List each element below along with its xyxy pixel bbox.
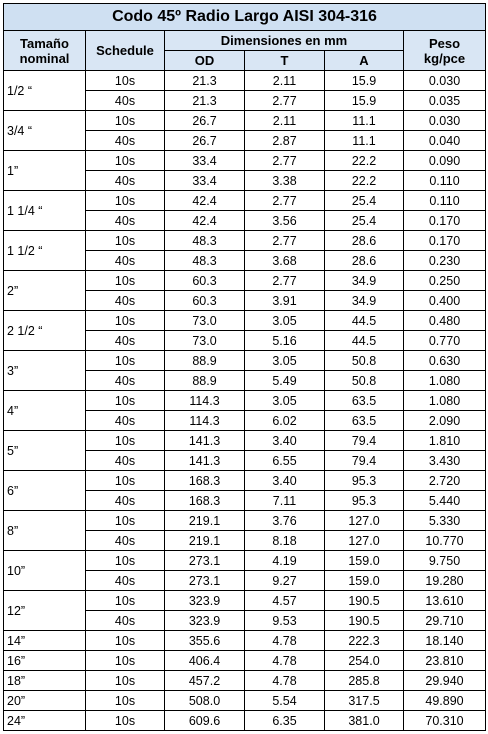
t-cell: 2.77	[245, 271, 325, 291]
nominal-size-cell: 5”	[4, 431, 86, 471]
schedule-cell: 10s	[86, 471, 165, 491]
od-cell: 48.3	[165, 251, 245, 271]
nominal-size-cell: 3”	[4, 351, 86, 391]
t-cell: 8.18	[245, 531, 325, 551]
od-cell: 457.2	[165, 671, 245, 691]
t-cell: 5.49	[245, 371, 325, 391]
a-cell: 127.0	[325, 531, 404, 551]
header-t: T	[245, 51, 325, 71]
a-cell: 159.0	[325, 551, 404, 571]
a-cell: 95.3	[325, 471, 404, 491]
a-cell: 381.0	[325, 711, 404, 731]
a-cell: 79.4	[325, 431, 404, 451]
t-cell: 4.19	[245, 551, 325, 571]
a-cell: 15.9	[325, 91, 404, 111]
table-row	[4, 691, 486, 711]
weight-cell: 0.170	[404, 211, 486, 231]
schedule-cell: 40s	[86, 411, 165, 431]
a-cell: 28.6	[325, 231, 404, 251]
t-cell: 2.77	[245, 191, 325, 211]
weight-cell: 23.810	[404, 651, 486, 671]
schedule-cell: 10s	[86, 351, 165, 371]
t-cell: 3.05	[245, 391, 325, 411]
schedule-cell: 40s	[86, 291, 165, 311]
t-cell: 6.35	[245, 711, 325, 731]
weight-cell: 0.480	[404, 311, 486, 331]
a-cell: 254.0	[325, 651, 404, 671]
a-cell: 285.8	[325, 671, 404, 691]
weight-cell: 9.750	[404, 551, 486, 571]
a-cell: 11.1	[325, 131, 404, 151]
t-cell: 3.05	[245, 311, 325, 331]
header-a: A	[325, 51, 404, 71]
table-row	[4, 151, 486, 171]
weight-cell: 0.040	[404, 131, 486, 151]
nominal-size-cell: 14”	[4, 631, 86, 651]
a-cell: 79.4	[325, 451, 404, 471]
schedule-cell: 40s	[86, 171, 165, 191]
nominal-size-cell: 2 1/2 “	[4, 311, 86, 351]
weight-cell: 70.310	[404, 711, 486, 731]
schedule-cell: 10s	[86, 151, 165, 171]
a-cell: 63.5	[325, 411, 404, 431]
table-row	[4, 511, 486, 531]
od-cell: 60.3	[165, 291, 245, 311]
od-cell: 26.7	[165, 111, 245, 131]
nominal-size-cell: 4”	[4, 391, 86, 431]
schedule-cell: 40s	[86, 251, 165, 271]
table-row	[4, 231, 486, 251]
t-cell: 2.77	[245, 151, 325, 171]
schedule-cell: 10s	[86, 191, 165, 211]
od-cell: 219.1	[165, 511, 245, 531]
weight-cell: 0.110	[404, 171, 486, 191]
weight-cell: 0.230	[404, 251, 486, 271]
t-cell: 9.27	[245, 571, 325, 591]
t-cell: 5.54	[245, 691, 325, 711]
a-cell: 22.2	[325, 151, 404, 171]
schedule-cell: 10s	[86, 691, 165, 711]
od-cell: 406.4	[165, 651, 245, 671]
schedule-cell: 40s	[86, 531, 165, 551]
nominal-size-cell: 6”	[4, 471, 86, 511]
schedule-cell: 40s	[86, 211, 165, 231]
a-cell: 95.3	[325, 491, 404, 511]
od-cell: 33.4	[165, 151, 245, 171]
table-row	[4, 391, 486, 411]
schedule-cell: 40s	[86, 611, 165, 631]
schedule-cell: 10s	[86, 651, 165, 671]
schedule-cell: 10s	[86, 391, 165, 411]
od-cell: 73.0	[165, 311, 245, 331]
od-cell: 26.7	[165, 131, 245, 151]
table-row	[4, 671, 486, 691]
t-cell: 3.56	[245, 211, 325, 231]
table-row	[4, 351, 486, 371]
nominal-size-cell: 8”	[4, 511, 86, 551]
a-cell: 22.2	[325, 171, 404, 191]
nominal-size-cell: 2”	[4, 271, 86, 311]
nominal-size-cell: 20”	[4, 691, 86, 711]
od-cell: 114.3	[165, 411, 245, 431]
weight-cell: 13.610	[404, 591, 486, 611]
nominal-size-cell: 1”	[4, 151, 86, 191]
schedule-cell: 40s	[86, 571, 165, 591]
a-cell: 50.8	[325, 351, 404, 371]
header-size-line2: nominal	[19, 50, 70, 66]
header-dimensions: Dimensiones en mm	[165, 31, 404, 51]
t-cell: 5.16	[245, 331, 325, 351]
table-body	[4, 71, 486, 731]
a-cell: 15.9	[325, 71, 404, 91]
schedule-cell: 10s	[86, 111, 165, 131]
a-cell: 127.0	[325, 511, 404, 531]
nominal-size-cell: 18”	[4, 671, 86, 691]
t-cell: 3.76	[245, 511, 325, 531]
od-cell: 508.0	[165, 691, 245, 711]
od-cell: 273.1	[165, 571, 245, 591]
schedule-cell: 40s	[86, 91, 165, 111]
header-weight	[404, 31, 486, 71]
weight-cell: 0.170	[404, 231, 486, 251]
od-cell: 21.3	[165, 71, 245, 91]
table-row	[4, 111, 486, 131]
a-cell: 44.5	[325, 311, 404, 331]
weight-cell: 0.035	[404, 91, 486, 111]
header-schedule: Schedule	[86, 31, 165, 71]
nominal-size-cell: 12”	[4, 591, 86, 631]
weight-cell: 0.030	[404, 71, 486, 91]
table-row	[4, 471, 486, 491]
a-cell: 63.5	[325, 391, 404, 411]
nominal-size-cell: 1/2 “	[4, 71, 86, 111]
a-cell: 11.1	[325, 111, 404, 131]
t-cell: 3.91	[245, 291, 325, 311]
weight-cell: 1.080	[404, 391, 486, 411]
schedule-cell: 10s	[86, 231, 165, 251]
elbow-spec-table	[3, 3, 486, 731]
t-cell: 9.53	[245, 611, 325, 631]
a-cell: 317.5	[325, 691, 404, 711]
weight-cell: 3.430	[404, 451, 486, 471]
weight-cell: 0.030	[404, 111, 486, 131]
od-cell: 355.6	[165, 631, 245, 651]
table-row	[4, 271, 486, 291]
od-cell: 273.1	[165, 551, 245, 571]
header-size-line1: Tamaño	[20, 35, 69, 51]
weight-cell: 0.400	[404, 291, 486, 311]
t-cell: 4.57	[245, 591, 325, 611]
weight-cell: 2.090	[404, 411, 486, 431]
t-cell: 2.77	[245, 91, 325, 111]
t-cell: 3.40	[245, 431, 325, 451]
t-cell: 2.11	[245, 71, 325, 91]
od-cell: 73.0	[165, 331, 245, 351]
t-cell: 4.78	[245, 631, 325, 651]
weight-cell: 29.940	[404, 671, 486, 691]
weight-cell: 2.720	[404, 471, 486, 491]
od-cell: 219.1	[165, 531, 245, 551]
schedule-cell: 10s	[86, 631, 165, 651]
t-cell: 7.11	[245, 491, 325, 511]
a-cell: 222.3	[325, 631, 404, 651]
od-cell: 42.4	[165, 191, 245, 211]
a-cell: 190.5	[325, 611, 404, 631]
t-cell: 2.11	[245, 111, 325, 131]
od-cell: 33.4	[165, 171, 245, 191]
schedule-cell: 10s	[86, 671, 165, 691]
a-cell: 28.6	[325, 251, 404, 271]
schedule-cell: 40s	[86, 451, 165, 471]
nominal-size-cell: 1 1/4 “	[4, 191, 86, 231]
schedule-cell: 10s	[86, 511, 165, 531]
schedule-cell: 10s	[86, 71, 165, 91]
od-cell: 42.4	[165, 211, 245, 231]
table-row	[4, 551, 486, 571]
schedule-cell: 40s	[86, 331, 165, 351]
weight-cell: 1.080	[404, 371, 486, 391]
weight-cell: 0.090	[404, 151, 486, 171]
nominal-size-cell: 24”	[4, 711, 86, 731]
t-cell: 2.77	[245, 231, 325, 251]
schedule-cell: 40s	[86, 491, 165, 511]
t-cell: 4.78	[245, 671, 325, 691]
t-cell: 6.02	[245, 411, 325, 431]
od-cell: 141.3	[165, 431, 245, 451]
t-cell: 6.55	[245, 451, 325, 471]
t-cell: 3.05	[245, 351, 325, 371]
od-cell: 609.6	[165, 711, 245, 731]
header-weight-line2: kg/pce	[423, 50, 466, 66]
t-cell: 3.38	[245, 171, 325, 191]
schedule-cell: 10s	[86, 311, 165, 331]
a-cell: 190.5	[325, 591, 404, 611]
schedule-cell: 10s	[86, 271, 165, 291]
header-weight-line1: Peso	[428, 35, 461, 51]
table-title: Codo 45º Radio Largo AISI 304-316	[4, 4, 486, 31]
table-row	[4, 431, 486, 451]
table-row	[4, 631, 486, 651]
od-cell: 168.3	[165, 471, 245, 491]
od-cell: 21.3	[165, 91, 245, 111]
weight-cell: 10.770	[404, 531, 486, 551]
schedule-cell: 10s	[86, 711, 165, 731]
nominal-size-cell: 1 1/2 “	[4, 231, 86, 271]
schedule-cell: 10s	[86, 431, 165, 451]
od-cell: 48.3	[165, 231, 245, 251]
schedule-cell: 40s	[86, 371, 165, 391]
od-cell: 60.3	[165, 271, 245, 291]
nominal-size-cell: 10”	[4, 551, 86, 591]
od-cell: 168.3	[165, 491, 245, 511]
weight-cell: 0.770	[404, 331, 486, 351]
od-cell: 114.3	[165, 391, 245, 411]
weight-cell: 0.250	[404, 271, 486, 291]
weight-cell: 1.810	[404, 431, 486, 451]
t-cell: 3.68	[245, 251, 325, 271]
a-cell: 34.9	[325, 271, 404, 291]
weight-cell: 19.280	[404, 571, 486, 591]
nominal-size-cell: 16”	[4, 651, 86, 671]
schedule-cell: 10s	[86, 551, 165, 571]
table-row	[4, 711, 486, 731]
weight-cell: 0.110	[404, 191, 486, 211]
table-row	[4, 591, 486, 611]
a-cell: 25.4	[325, 191, 404, 211]
t-cell: 4.78	[245, 651, 325, 671]
table-row	[4, 191, 486, 211]
weight-cell: 5.330	[404, 511, 486, 531]
a-cell: 25.4	[325, 211, 404, 231]
od-cell: 323.9	[165, 611, 245, 631]
od-cell: 88.9	[165, 351, 245, 371]
weight-cell: 18.140	[404, 631, 486, 651]
od-cell: 323.9	[165, 591, 245, 611]
a-cell: 159.0	[325, 571, 404, 591]
header-size	[4, 31, 86, 71]
a-cell: 34.9	[325, 291, 404, 311]
weight-cell: 5.440	[404, 491, 486, 511]
schedule-cell: 10s	[86, 591, 165, 611]
a-cell: 44.5	[325, 331, 404, 351]
table-row	[4, 71, 486, 91]
t-cell: 3.40	[245, 471, 325, 491]
schedule-cell: 40s	[86, 131, 165, 151]
weight-cell: 0.630	[404, 351, 486, 371]
a-cell: 50.8	[325, 371, 404, 391]
weight-cell: 29.710	[404, 611, 486, 631]
header-od: OD	[165, 51, 245, 71]
t-cell: 2.87	[245, 131, 325, 151]
table-row	[4, 651, 486, 671]
table-row	[4, 311, 486, 331]
od-cell: 141.3	[165, 451, 245, 471]
weight-cell: 49.890	[404, 691, 486, 711]
nominal-size-cell: 3/4 “	[4, 111, 86, 151]
od-cell: 88.9	[165, 371, 245, 391]
